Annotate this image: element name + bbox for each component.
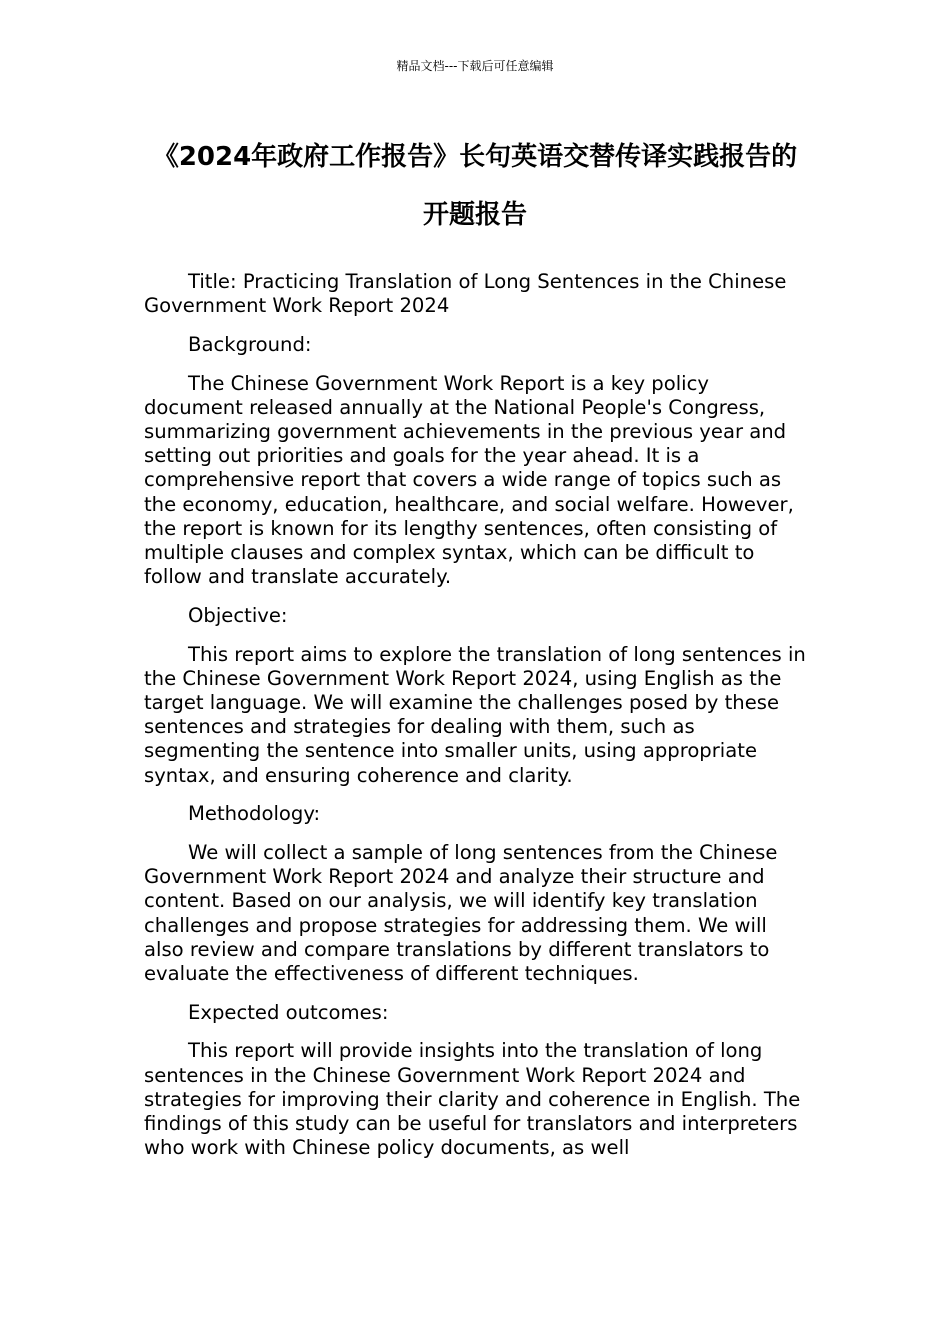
paragraph-background: The Chinese Government Work Report is a key policy document released annually at the National People's Congress, summarizing government achievements in the previous year and setting out priorities and goals for the year ahead. It is a comprehensive report that covers a wide range of topics such as the economy, education, healthcare, and social welfare. However, the report is known for its lengthy sentences, often consisting of multiple clauses and complex syntax, which can be difficult to follow and translate accurately. — [144, 371, 794, 589]
document-body — [144, 270, 812, 1175]
paragraph-objective: This report aims to explore the translation of long sentences in the Chinese Government Work Report 2024, using English as the target language. We will examine the challenges posed by these sentences and strategies for dealing with them, such as segmenting the sentence into smaller units, using appropriate syntax, and ensuring coherence and clarity. — [144, 642, 806, 787]
document-title: 《2024年政府工作报告》长句英语交替传译实践报告的开题报告 — [152, 142, 798, 230]
title-line: Title: Practicing Translation of Long Sentences in the Chinese Government Work Report 2024 — [144, 270, 787, 318]
section-heading-expected-outcomes: Expected outcomes: — [188, 1000, 389, 1024]
section-heading-objective: Objective: — [188, 603, 288, 627]
page-header-note: 精品文档---下载后可任意编辑 — [396, 59, 554, 73]
paragraph-methodology: We will collect a sample of long sentences from the Chinese Government Work Report 2024 and analyze their structure and content. Based on our analysis, we will identify key translation challenges and propose strategies for addressing them. We will also review and compare translations by different translators to evaluate the effectiveness of different techniques. — [144, 841, 778, 986]
section-heading-methodology: Methodology: — [188, 802, 321, 826]
paragraph-expected-outcomes: This report will provide insights into the translation of long sentences in the Chinese Government Work Report 2024 and strategies for improving their clarity and coherence in English. The findings of this study can be useful for translators and interpreters who work with Chinese policy documents, as well — [144, 1039, 801, 1160]
section-heading-background: Background: — [188, 332, 312, 356]
